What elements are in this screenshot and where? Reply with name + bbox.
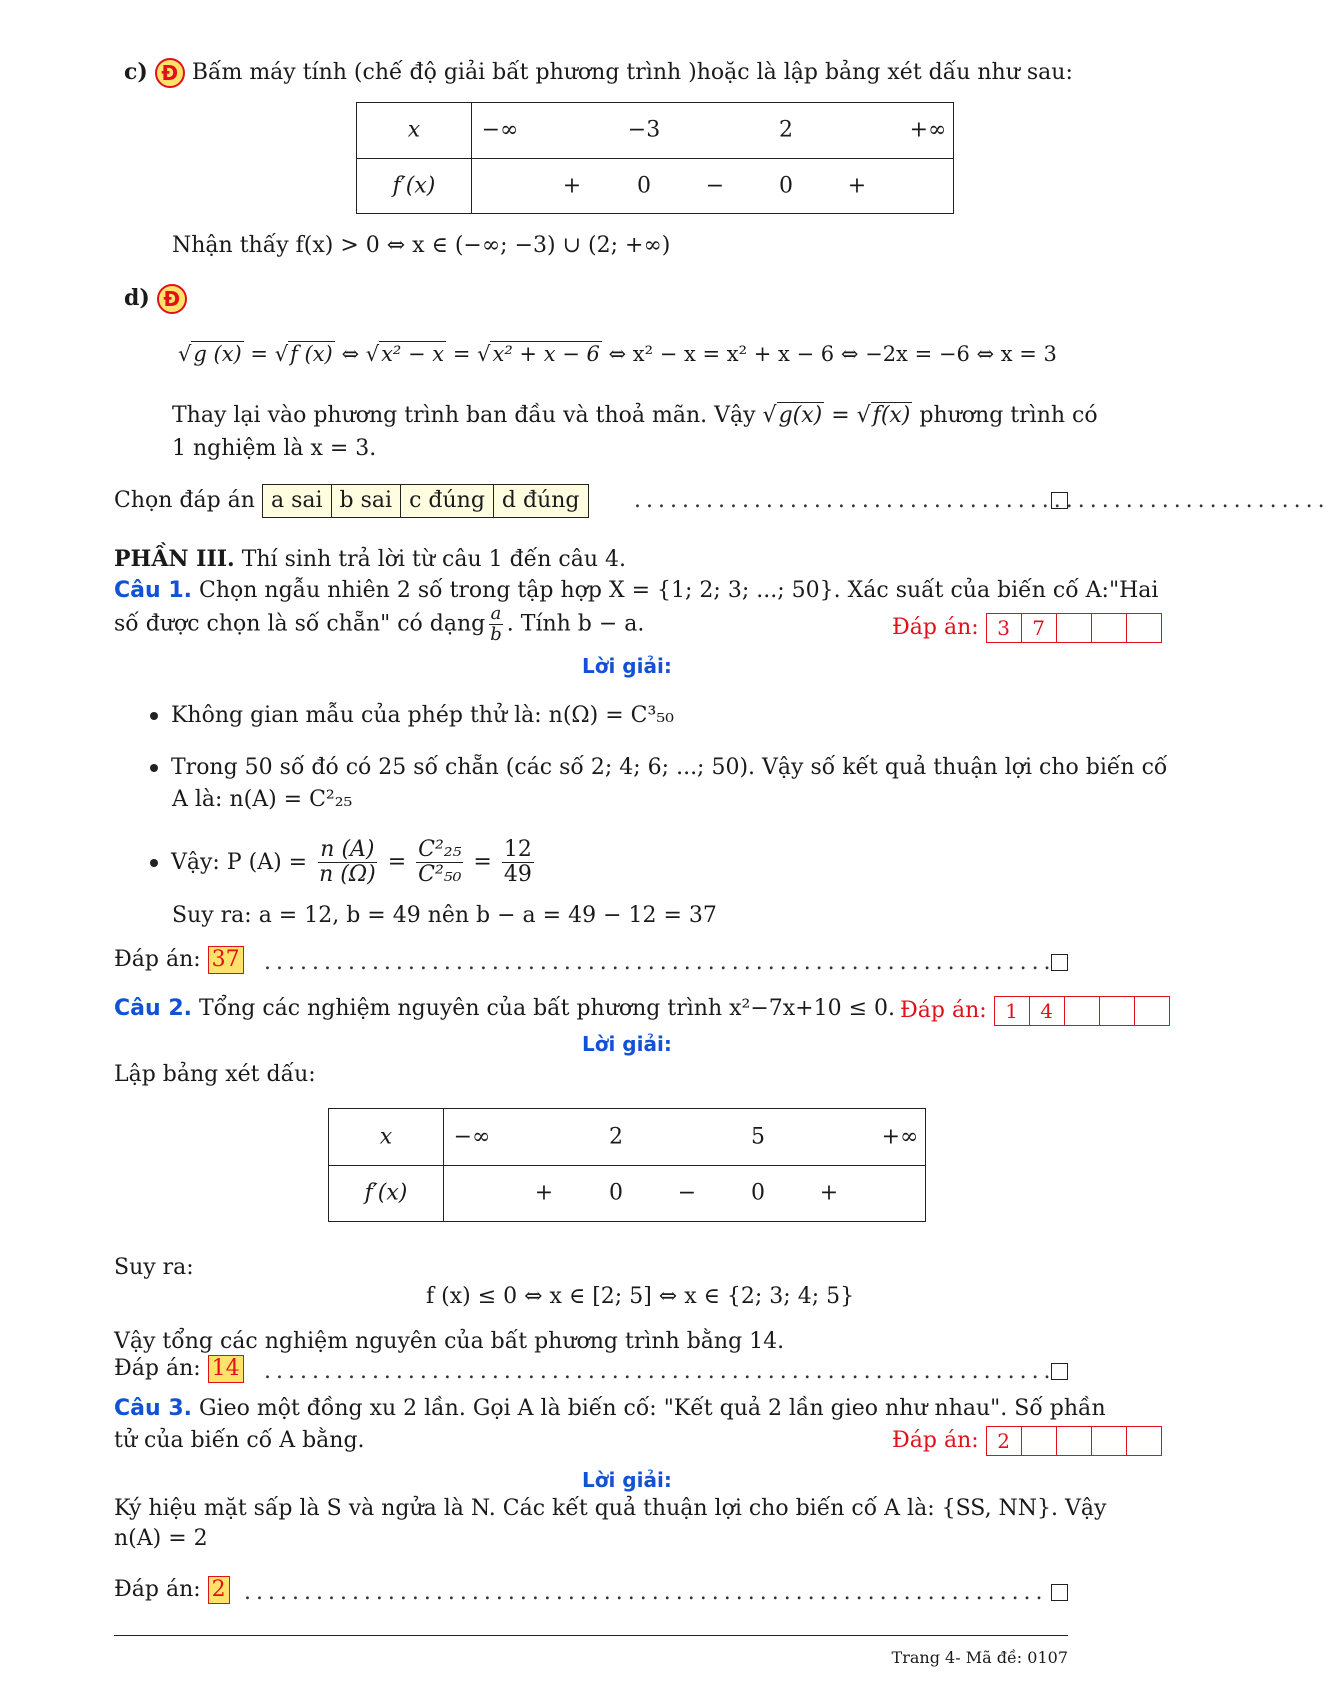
q2-equation: f (x) ≤ 0 ⇔ x ∈ [2; 5] ⇔ x ∈ {2; 3; 4; 5} <box>426 1284 855 1309</box>
q2-label: Câu 2. <box>114 996 192 1021</box>
q3-final: Đáp án: 2 ................................................................... <box>114 1576 1068 1604</box>
part-c-conclusion: Nhận thấy f(x) > 0 ⇔ x ∈ (−∞; −3) ∪ (2; +∞) <box>172 233 671 258</box>
part-c-line <box>124 58 1073 88</box>
table-header-fprime: f′(x) <box>329 1165 444 1222</box>
q1-solution-title: Lời giải: <box>582 654 672 678</box>
q2-solution-title: Lời giải: <box>582 1032 672 1056</box>
table-header-x: x <box>357 103 472 159</box>
table-sign-values: + 0 − 0 + <box>444 1165 926 1222</box>
q3-sol2: n(A) = 2 <box>114 1526 208 1551</box>
choice-label: Chọn đáp án <box>114 488 255 513</box>
q3-answer: Đáp án: 2 <box>892 1426 1162 1456</box>
qed-square-icon <box>1051 1584 1068 1601</box>
q2-conclusion: Vậy tổng các nghiệm nguyên của bất phương trình bằng 14. <box>114 1329 785 1354</box>
q1-final: Đáp án: 37 .................................................................. <box>114 946 1068 974</box>
choice-d: d đúng <box>501 488 580 513</box>
q1-bullet2b: A là: n(A) = C²₂₅ <box>172 787 353 812</box>
q2-final: Đáp án: 14 .................................................................. <box>114 1355 1068 1383</box>
q3-label: Câu 3. <box>114 1396 192 1421</box>
sign-table-q2 <box>328 1108 926 1222</box>
part-d-line <box>124 284 187 314</box>
q1-line2: số được chọn là số chẵn" có dạng $\frac{a}{b}$ . Tính b − a. <box>114 603 645 645</box>
qed-square-icon <box>1051 1363 1068 1380</box>
part-d-text2: 1 nghiệm là x = 3. <box>172 436 377 461</box>
q3-solution-title: Lời giải: <box>582 1468 672 1492</box>
q3-final-box: 2 <box>208 1576 230 1604</box>
bullet-icon <box>150 712 158 720</box>
table-header-x: x <box>329 1109 444 1166</box>
qed-square-icon <box>1051 492 1068 509</box>
part-c-text: Bấm máy tính (chế độ giải bất phương trình )hoặc là lập bảng xét dấu như sau: <box>191 60 1073 85</box>
table-sign-values: + 0 − 0 + <box>472 158 954 214</box>
qed-square-icon <box>1051 954 1068 971</box>
q1-bullet3: Vậy: P (A) = $\frac{n (A)}{n (\Omega)}$ = $\frac{\text{C²₂₅}}{\text{C²₅₀}}$ = $\frac{12}{49}$ <box>150 838 537 887</box>
part3-header <box>114 546 626 572</box>
q2-line: Câu 2. Tổng các nghiệm nguyên của bất phương trình x²−7x+10 ≤ 0. <box>114 996 896 1021</box>
q2-suyra: Suy ra: <box>114 1255 194 1280</box>
q2-answer: Đáp án: 1 4 <box>900 996 1170 1026</box>
footer-rule <box>114 1635 1068 1636</box>
q1-result: Suy ra: a = 12, b = 49 nên b − a = 49 − 12 = 37 <box>172 903 717 928</box>
choice-c: c đúng <box>401 485 494 517</box>
q3-sol1: Ký hiệu mặt sấp là S và ngửa là N. Các kết quả thuận lợi cho biến cố A là: {SS, NN}. Vậy <box>114 1496 1107 1521</box>
part-d-label: d) <box>124 285 150 311</box>
q1-bullet2: Trong 50 số đó có 25 số chẵn (các số 2; 4; 6; ...; 50). Vậy số kết quả thuận lợi cho biến cố <box>150 755 1167 780</box>
part3-text: Thí sinh trả lời từ câu 1 đến câu 4. <box>241 547 626 572</box>
footer-text: Trang 4- Mã đề: 0107 <box>891 1648 1068 1667</box>
correct-badge-icon: Đ <box>155 58 185 88</box>
q1-answer: Đáp án: 3 7 <box>892 613 1162 643</box>
q1-line1: Câu 1. Chọn ngẫu nhiên 2 số trong tập hợp X = {1; 2; 3; ...; 50}. Xác suất của biến cố A:"Hai <box>114 578 1159 603</box>
part3-title: PHẦN III. <box>114 546 235 572</box>
choice-a: a sai <box>263 485 332 517</box>
table-x-values: −∞ 2 5 +∞ <box>444 1109 926 1166</box>
q2-final-box: 14 <box>208 1355 244 1383</box>
q3-line2: tử của biến cố A bằng. <box>114 1428 365 1453</box>
q3-answer-box: 2 <box>986 1426 1162 1456</box>
q3-line1: Câu 3. Gieo một đồng xu 2 lần. Gọi A là biến cố: "Kết quả 2 lần gieo như nhau". Số phần <box>114 1396 1106 1421</box>
q1-label: Câu 1. <box>114 578 192 603</box>
q2-answer-box: 1 4 <box>994 996 1170 1026</box>
part-d-text1: Thay lại vào phương trình ban đầu và thoả mãn. Vậy √g(x) = √f(x) phương trình có <box>172 403 1098 428</box>
q1-answer-box: 3 7 <box>986 613 1162 643</box>
bullet-icon <box>150 764 158 772</box>
q2-intro: Lập bảng xét dấu: <box>114 1062 316 1087</box>
choice-box <box>262 484 589 518</box>
table-header-fprime: f′(x) <box>357 158 472 214</box>
correct-badge-icon: Đ <box>157 284 187 314</box>
choice-line: Chọn đáp án a sai b sai c đúng d đúng .......................................................... <box>114 484 1068 518</box>
q1-bullet1: Không gian mẫu của phép thử là: n(Ω) = C³₅₀ <box>150 703 674 728</box>
table-x-values: −∞ −3 2 +∞ <box>472 103 954 159</box>
choice-b: b sai <box>332 485 402 517</box>
q1-final-box: 37 <box>208 946 244 974</box>
part-c-label: c) <box>124 59 148 85</box>
part-d-equation: √g (x) = √f (x) ⇔ √x² − x = √x² + x − 6 ⇔ x² − x = x² + x − 6 ⇔ −2x = −6 ⇔ x = 3 <box>178 342 1057 366</box>
bullet-icon <box>150 859 158 867</box>
sign-table-c <box>356 102 954 214</box>
